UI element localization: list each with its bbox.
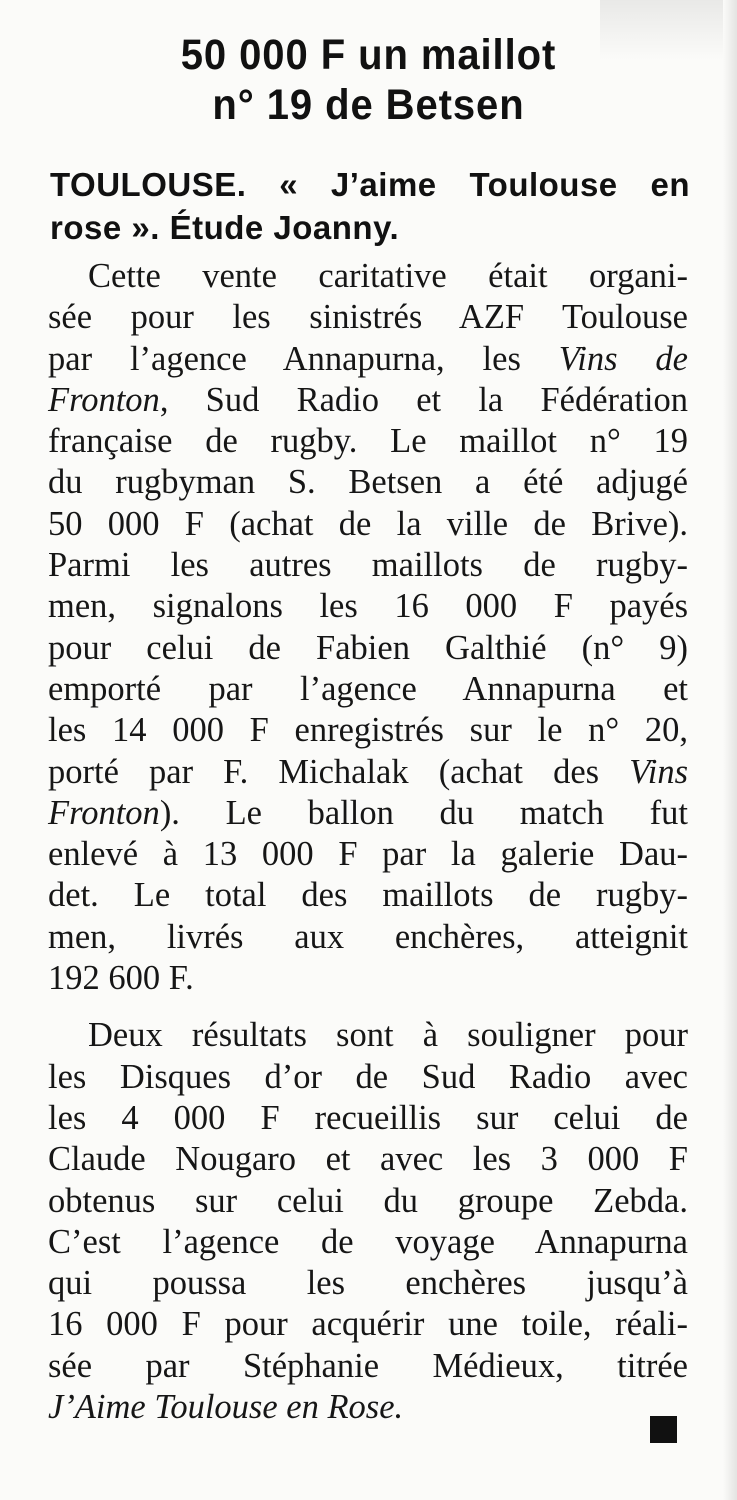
end-of-article-square-icon bbox=[650, 1416, 677, 1443]
text-line: sée par Stéphanie Médieux, titrée bbox=[48, 1346, 688, 1385]
text-line: men, livrés aux enchères, atteignit bbox=[48, 917, 688, 956]
lead-line: rose ». Étude Joanny. bbox=[50, 209, 400, 246]
scan-edge-shadow bbox=[723, 0, 737, 1500]
text-line: qui poussa les enchères jusqu’à bbox=[48, 1264, 688, 1303]
article-title bbox=[26, 30, 711, 130]
text-line: 16 000 F pour acquérir une toile, réali- bbox=[48, 1305, 688, 1344]
text-line: C’est l’agence de voyage Annapurna bbox=[48, 1222, 688, 1261]
text-line: Cette vente caritative était organi- bbox=[88, 257, 688, 295]
paragraph-2 bbox=[48, 1015, 688, 1428]
text-line: enlevé à 13 000 F par la galerie Dau- bbox=[48, 835, 688, 874]
text-line: det. Le total des maillots de rugby- bbox=[48, 876, 688, 915]
text-line: Parmi les autres maillots de rugby- bbox=[48, 546, 688, 585]
text-line: porté par F. Michalak (achat des Vins bbox=[48, 752, 688, 791]
text-line: les 14 000 F enregistrés sur le n° 20, bbox=[48, 711, 688, 750]
text-line: Deux résultats sont à souligner pour bbox=[88, 1016, 688, 1055]
lead-line: TOULOUSE. « J’aime Toulouse en bbox=[50, 166, 690, 203]
text-line: obtenus sur celui du groupe Zebda. bbox=[48, 1181, 688, 1220]
text-line: Claude Nougaro et avec les 3 000 F bbox=[48, 1140, 688, 1179]
text-line: du rugbyman S. Betsen a été adjugé bbox=[48, 463, 688, 502]
text-line: Fronton, Sud Radio et la Fédération bbox=[48, 380, 688, 419]
text-line: emporté par l’agence Annapurna et bbox=[48, 669, 688, 708]
text-line: men, signalons les 16 000 F payés bbox=[48, 587, 688, 626]
text-line: J’Aime Toulouse en Rose. bbox=[48, 1388, 404, 1427]
article-lead bbox=[50, 163, 690, 249]
text-line: 50 000 F (achat de la ville de Brive). bbox=[48, 504, 688, 543]
text-line: par l’agence Annapurna, les Vins de bbox=[48, 339, 688, 378]
text-line: Fronton). Le ballon du match fut bbox=[48, 793, 688, 832]
text-line: pour celui de Fabien Galthié (n° 9) bbox=[48, 628, 688, 667]
text-line: les 4 000 F recueillis sur celui de bbox=[48, 1098, 688, 1137]
text-line: 192 600 F. bbox=[48, 959, 194, 998]
paragraph-1 bbox=[48, 256, 688, 999]
article-body bbox=[48, 256, 688, 1428]
text-line: française de rugby. Le maillot n° 19 bbox=[48, 422, 688, 461]
text-line: les Disques d’or de Sud Radio avec bbox=[48, 1057, 688, 1096]
title-line: 50 000 F un maillot bbox=[180, 31, 557, 79]
title-line: n° 19 de Betsen bbox=[212, 81, 525, 129]
text-line: sée pour les sinistrés AZF Toulouse bbox=[48, 298, 688, 337]
